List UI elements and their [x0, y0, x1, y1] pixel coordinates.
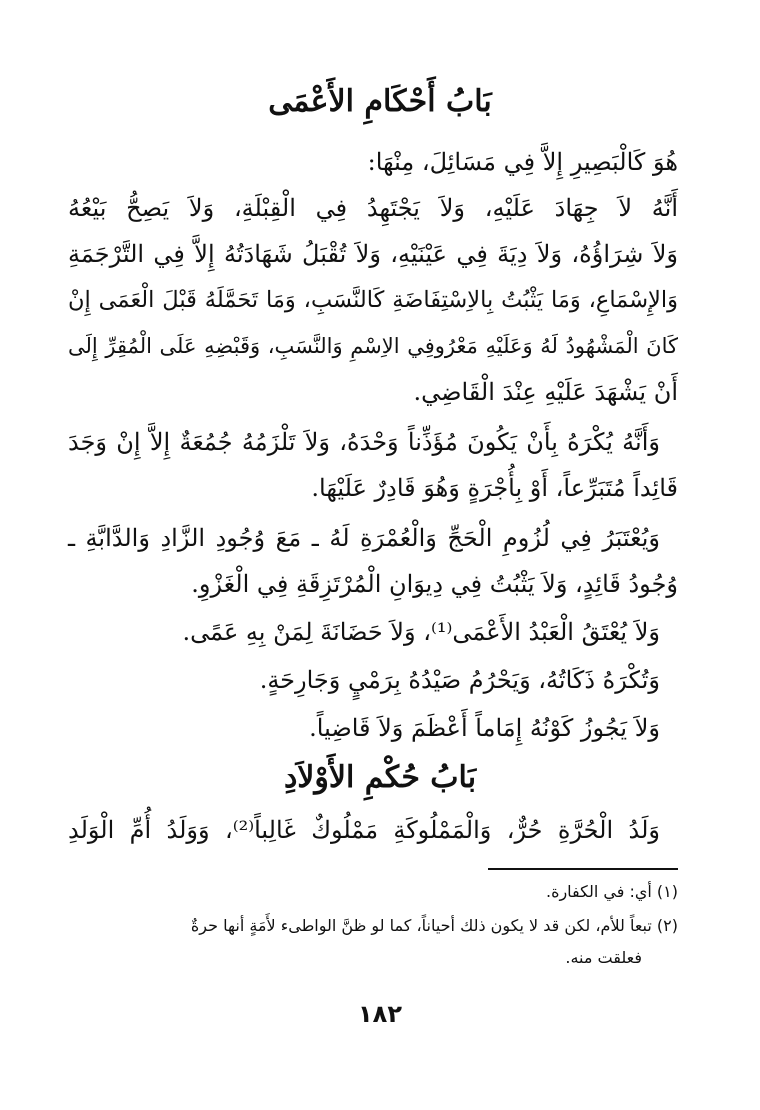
text-line-8: قَائِداً مُتَبَرِّعاً، أَوْ بِأُجْرَةٍ وَهُوَ قَادِرٌ عَلَيْهَا. — [311, 474, 678, 502]
footnote-2: (٢) تبعاً للأم، لكن قد لا يكون ذلك أحياناً، كما لو ظنَّ الواطىء لأَمَةٍ أنها حرةٌ — [190, 916, 678, 935]
footnote-1: (١) أي: في الكفارة. — [545, 882, 678, 901]
text-line-6: أَنْ يَشْهَدَ عَلَيْهِ عِنْدَ الْقَاضِي. — [413, 378, 678, 406]
text-line-3: وَلاَ شِرَاؤُهُ، وَلاَ دِيَةَ فِي عَيْنَيْهِ، وَلاَ تُقْبَلُ شَهَادَتُهُ إِلاَّ فِي التَّرْجَمَةِ — [68, 240, 678, 268]
text-line-2: أَنَّهُ لاَ جِهَادَ عَلَيْهِ، وَلاَ يَجْتَهِدُ فِي الْقِبْلَةِ، وَلاَ يَصِحُّ بَيْعُهُ — [68, 194, 678, 222]
text-line-4: وَالإِسْمَاعِ، وَمَا يَثْبُتُ بِالاِسْتِفَاضَةِ كَالنَّسَبِ، وَمَا تَحَمَّلَهُ قَبْلَ الْعَمَى إِنْ — [68, 287, 678, 313]
text-line-5: كَانَ الْمَشْهُودُ لَهُ وَعَلَيْهِ مَعْرُوفِي الاِسْمِ وَالنَّسَبِ، وَقَبْضِهِ عَلَى الْمُقِرِّ إِلَى — [68, 334, 678, 358]
text-line-1: هُوَ كَالْبَصِيرِ إِلاَّ فِي مَسَائِلَ، مِنْهَا: — [367, 148, 678, 176]
text-line-12: وَتُكْرَهُ ذَكَاتُهُ، وَيَحْرُمُ صَيْدُهُ بِرَمْيٍ وَجَارِحَةٍ. — [259, 666, 660, 694]
page-number: ١٨٢ — [358, 1000, 402, 1028]
footnote-separator — [488, 868, 678, 870]
text-line-9: وَيُعْتَبَرُ فِي لُزُومِ الْحَجِّ وَالْعُمْرَةِ لَهُ ـ مَعَ وُجُودِ الزَّادِ وَالدَّابَّةِ ـ — [68, 524, 660, 552]
text-line-10: وُجُودُ قَائِدٍ، وَلاَ يَثْبُتُ فِي دِيوَانِ الْمُرْتَزِقَةِ فِي الْغَزْوِ. — [191, 570, 678, 598]
text-line-11: وَلاَ يُعْتَقُ الْعَبْدُ الأَعْمَى⁽¹⁾، وَلاَ حَضَانَةَ لِمَنْ بِهِ عَمًى. — [182, 618, 660, 646]
text-line-13: وَلاَ يَجُوزُ كَوْنُهُ إِمَاماً أَعْظَمَ وَلاَ قَاضِياً. — [309, 714, 660, 742]
text-line-7: وَأَنَّهُ يُكْرَهُ بِأَنْ يَكُونَ مُؤَذِّناً وَحْدَهُ، وَلاَ تَلْزَمُهُ جُمُعَةٌ إِلاَّ إِنْ وَجَدَ — [68, 428, 660, 456]
chapter-heading-children: بَابُ حُكْمِ الأَوْلاَدِ — [283, 760, 477, 795]
footnote-2-continued: فعلقت منه. — [565, 948, 642, 967]
text-line-14: وَلَدُ الْحُرَّةِ حُرٌّ، وَالْمَمْلُوكَةِ مَمْلُوكٌ غَالِباً⁽²⁾، وَوَلَدُ أُمِّ الْوَلَدِ — [68, 816, 660, 844]
chapter-heading-blind: بَابُ أَحْكَامِ الأَعْمَى — [268, 84, 492, 119]
